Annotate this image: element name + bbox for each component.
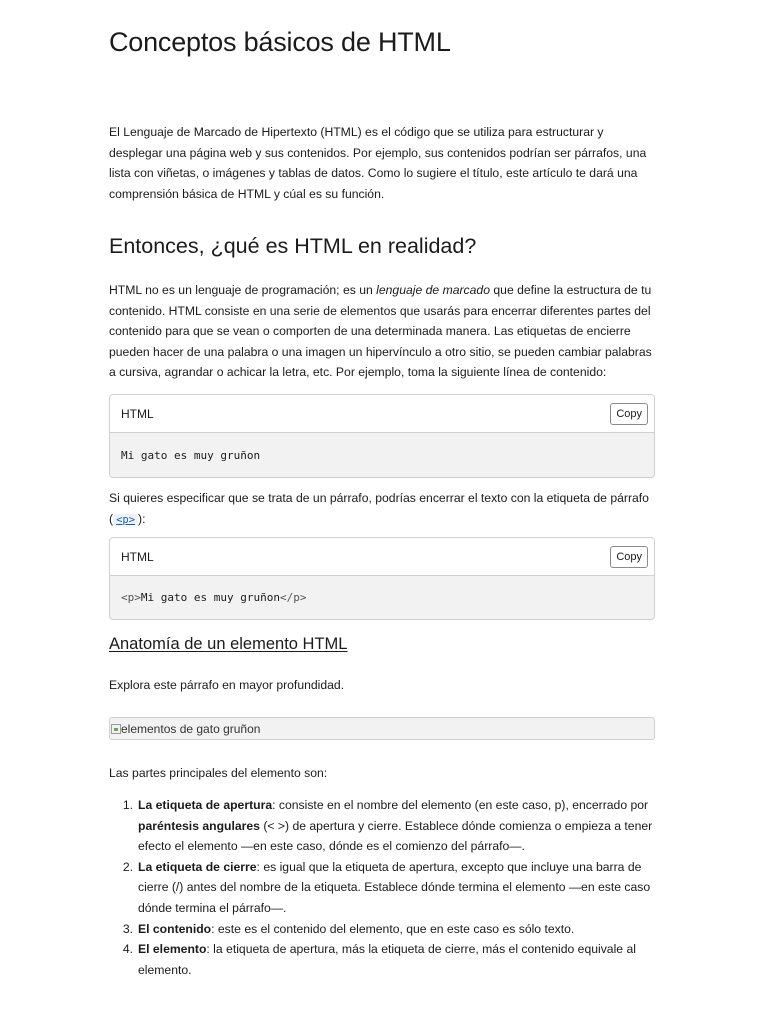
term-desc-secondary: (< >) de apertura y cierre. Establece dónde comienza o empieza a tener efecto el elemento —en este caso, dónde es el comienzo del párrafo—. (138, 818, 653, 854)
code-example-paragraph (109, 537, 655, 620)
what-text-before: HTML no es un lenguaje de programación; es un (109, 283, 377, 297)
term-bold: La etiqueta de apertura (138, 798, 273, 812)
list-item (109, 857, 655, 919)
term-desc: : es igual que la etiqueta de apertura, excepto que incluye una barra de cierre (/) antes del nombre de la etiqueta. Establece dónde termina el elemento —en este caso dónde termina el párrafo—. (138, 859, 651, 915)
code-body (110, 433, 654, 477)
code-language-label: HTML (121, 406, 154, 421)
markup-language-emphasis: lenguaje de marcado (376, 283, 490, 297)
broken-image-icon (111, 724, 121, 734)
term-desc: : consiste en el nombre del elemento (en este caso, p), encerrado por (272, 798, 649, 812)
image-alt-text: elementos de gato gruñon (121, 721, 261, 736)
list-number: 4. (122, 942, 133, 957)
list-number: 1. (122, 798, 133, 812)
list-item-text (138, 939, 655, 980)
code-text: Mi gato es muy gruñon (121, 448, 261, 462)
code-language-label: HTML (121, 549, 154, 564)
term-bold: La etiqueta de cierre (138, 859, 257, 874)
code-open-tag: <p> (121, 591, 141, 604)
explore-paragraph: Explora este párrafo en mayor profundidad. (109, 678, 345, 692)
specify-text-before: Si quieres especificar que se trata de un párrafo, podrías encerrar el texto con la etiqueta de párrafo ( (109, 491, 649, 526)
list-item-text (138, 857, 655, 919)
term-bold: El elemento (138, 942, 207, 957)
list-item-text (138, 919, 655, 940)
term-bold-secondary: paréntesis angulares (138, 818, 260, 833)
page-title: Conceptos básicos de HTML (109, 27, 451, 57)
intro-paragraph: El Lenguaje de Marcado de Hipertexto (HTML) es el código que se utiliza para estructurar y desplegar una página web y sus contenidos. Por ejemplo, sus contenidos podrían ser párrafos, una lista con viñetas, o imágenes y tablas de datos. Como lo sugiere el título, este artículo te dará una comprensión básica de HTML y cúal es su función. (109, 125, 647, 201)
list-number: 3. (122, 921, 133, 936)
specify-text-after: ): (138, 511, 146, 526)
element-parts-list (109, 795, 655, 980)
what-text-after: que define la estructura de tu contenido. HTML consiste en una serie de elementos que usarás para encerrar diferentes partes del contenido para que se vean o comporten de una determinada manera. Las etiquetas de encierre pueden hacer de una palabra o una imagen un hipervínculo a otro sitio, se pueden cambiar palabras a cursiva, agrandar o achicar la letra, etc. Por ejemplo, toma la siguiente línea de contenido: (109, 283, 652, 380)
code-close-tag: </p> (279, 591, 307, 604)
anatomy-heading-link[interactable]: Anatomía de un elemento HTML (109, 635, 348, 653)
list-item (109, 939, 655, 980)
term-desc: : este es el contenido del elemento, que en este caso es sólo texto. (211, 921, 575, 936)
section-heading-what-is-html: Entonces, ¿qué es HTML en realidad? (109, 234, 477, 258)
list-item (109, 919, 655, 940)
term-bold: El contenido (138, 921, 212, 936)
list-number: 2. (122, 859, 133, 874)
code-example-plain (109, 394, 655, 478)
code-text: Mi gato es muy gruñon (140, 591, 280, 604)
broken-image-placeholder (109, 717, 655, 740)
list-item-text (138, 795, 655, 857)
p-tag-link[interactable]: <p> (113, 514, 138, 526)
list-item (109, 795, 655, 857)
parts-intro-paragraph: Las partes principales del elemento son: (109, 766, 328, 780)
copy-button[interactable]: Copy (610, 546, 648, 568)
code-header (110, 395, 654, 433)
what-is-html-paragraph (109, 280, 659, 383)
copy-button[interactable]: Copy (610, 403, 648, 425)
term-desc: : la etiqueta de apertura, más la etiqueta de cierre, más el contenido equivale al elemento. (138, 942, 636, 977)
code-header (110, 538, 654, 576)
code-body (110, 576, 654, 619)
specify-paragraph (109, 488, 659, 530)
